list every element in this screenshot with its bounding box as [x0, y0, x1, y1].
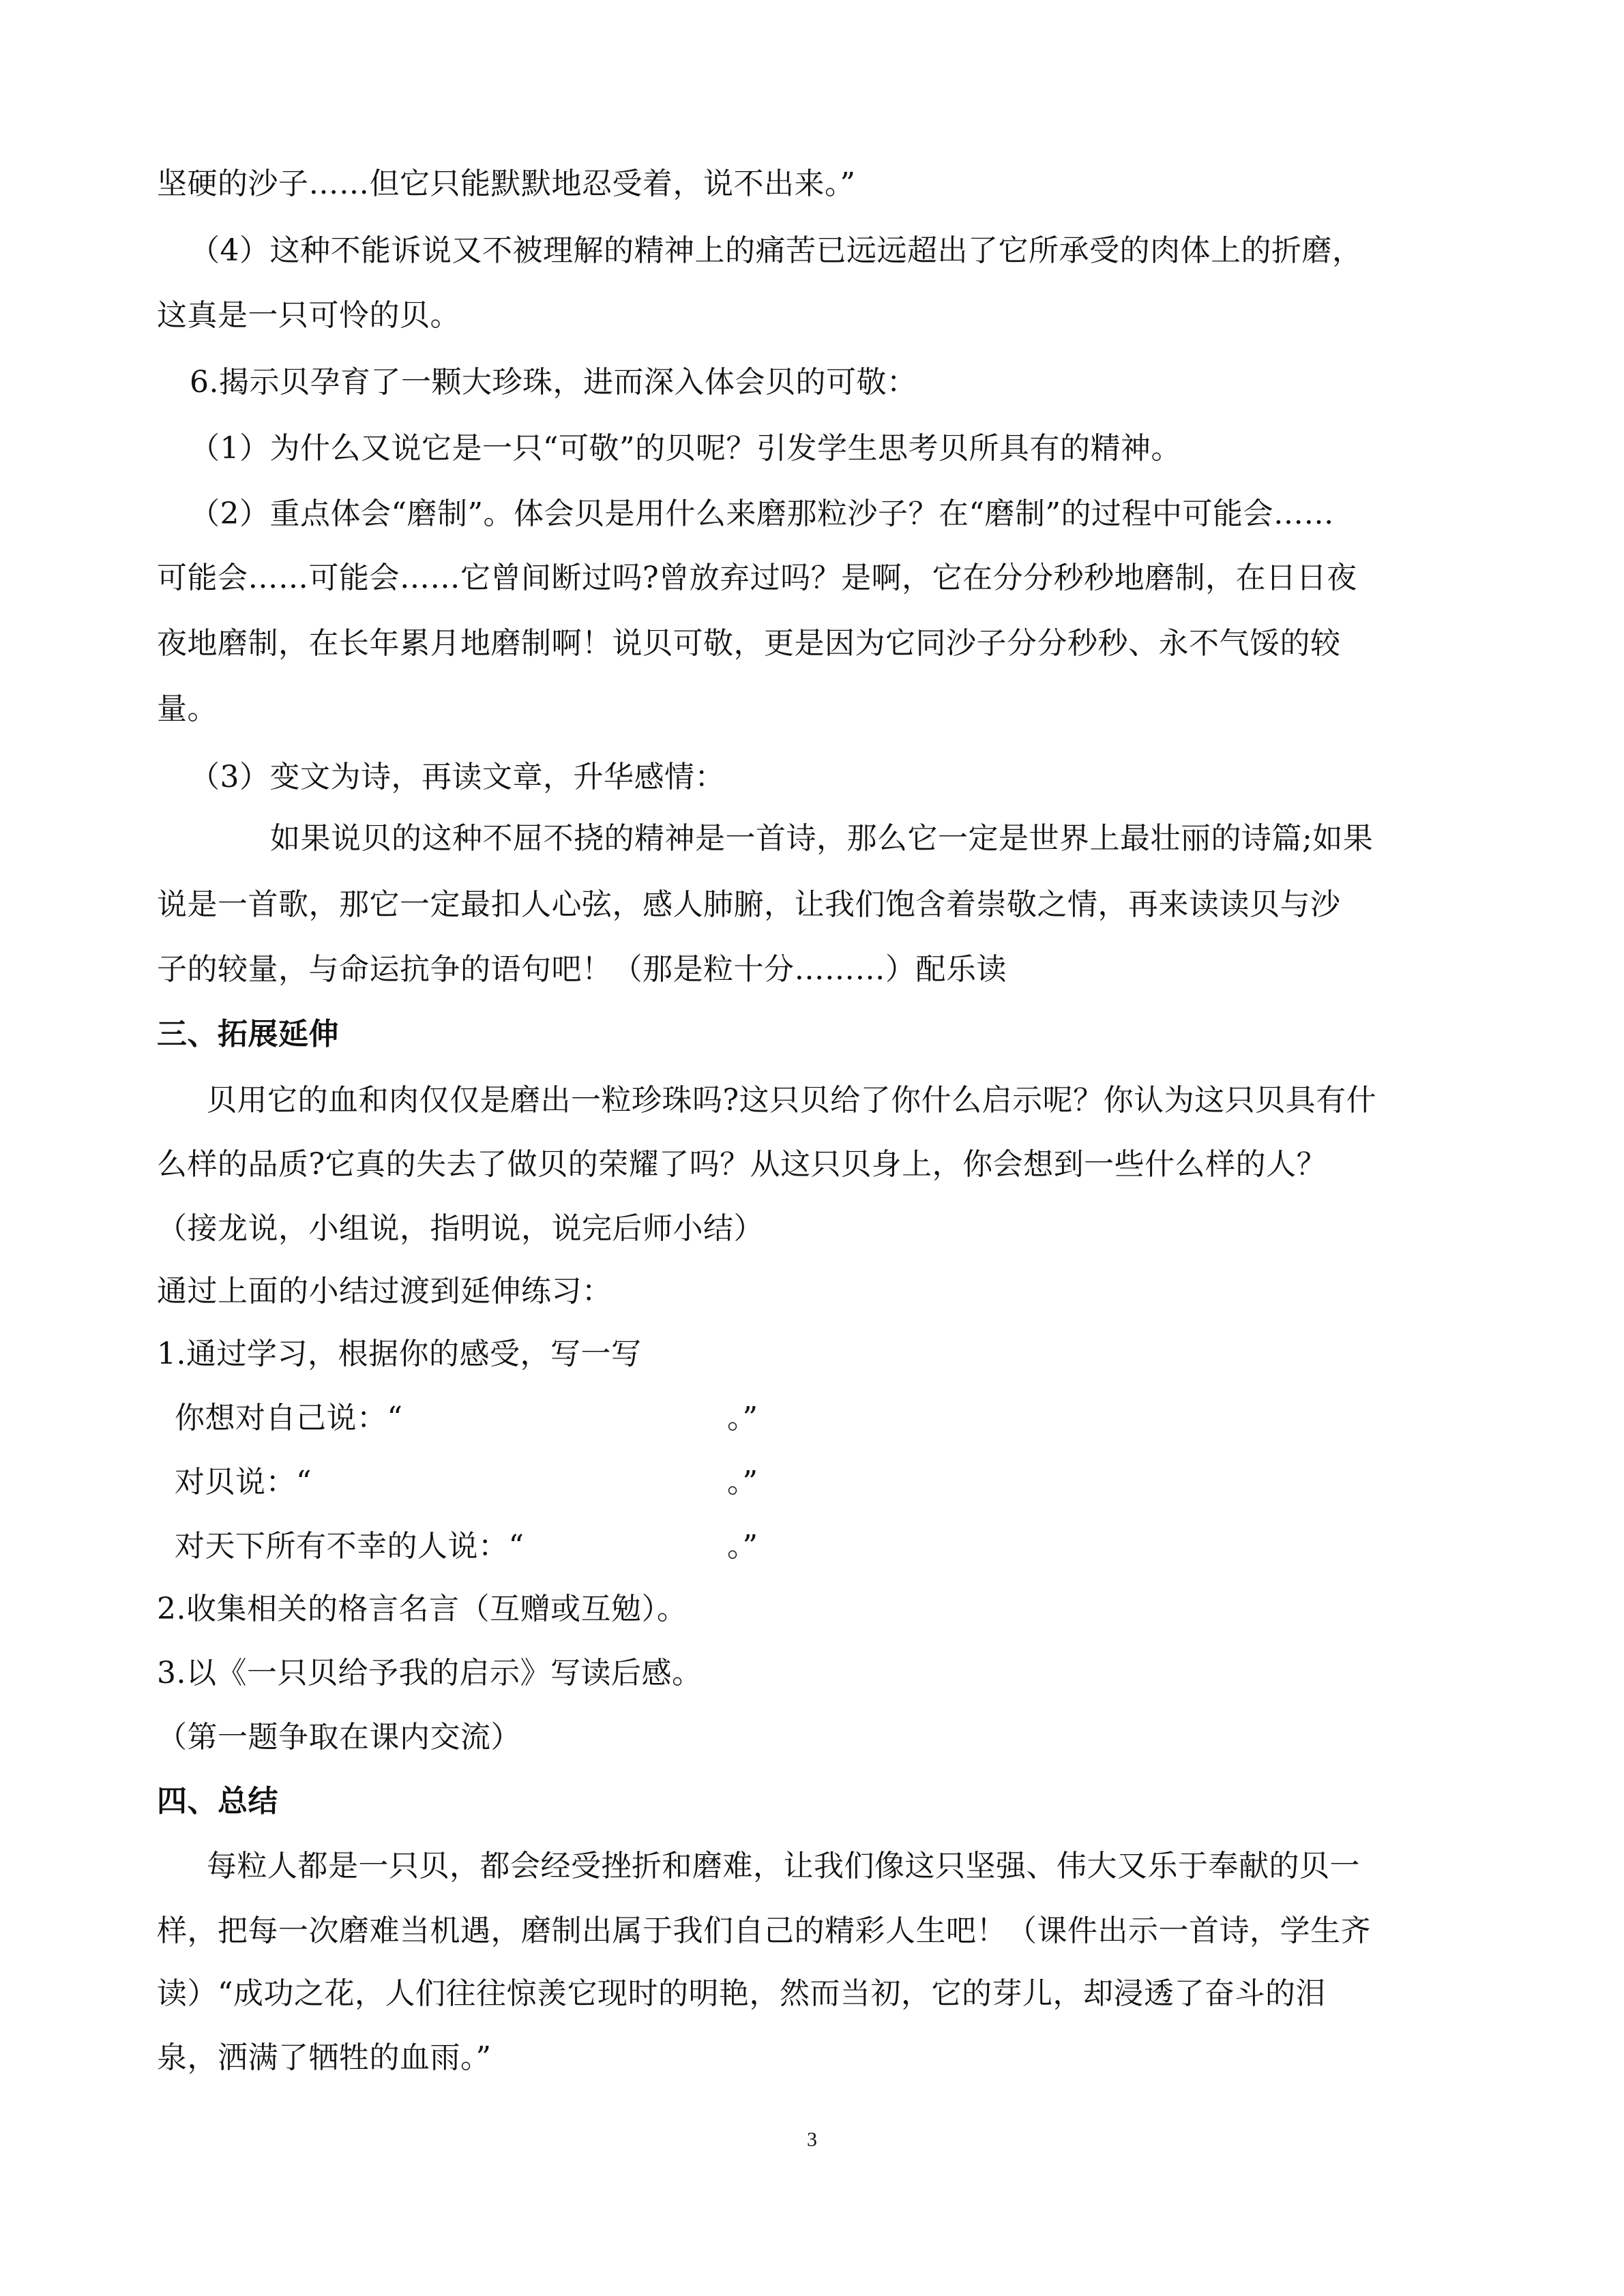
paragraph-line: 读）“成功之花，人们往往惊羡它现时的明艳，然而当初，它的芽儿，却浸透了奋斗的泪 — [157, 1976, 1326, 2011]
fill-blank-self — [175, 1398, 1491, 1439]
fill-blank-unfortunate — [175, 1526, 1491, 1567]
page-number: 3 — [807, 2128, 817, 2151]
paragraph-line: 泉，洒满了牺牲的血雨。” — [157, 2040, 492, 2075]
paragraph-line: （3）变文为诗，再读文章，升华感情： — [190, 760, 725, 794]
blank-close: 。” — [727, 1401, 758, 1435]
section-item: 6.揭示贝孕育了一颗大珍珠，进而深入体会贝的可敬： — [190, 365, 917, 400]
poem-line: 如果说贝的这种不屈不挠的精神是一首诗，那么它一定是世界上最壮丽的诗篇;如果 — [270, 821, 1374, 856]
poem-line: 说是一首歌，那它一定最扣人心弦，感人肺腑，让我们饱含着崇敬之情，再来读读贝与沙 — [157, 887, 1341, 922]
paragraph-line: 夜地磨制，在长年累月地磨制啊！说贝可敬，更是因为它同沙子分分秒秒、永不气馁的较 — [157, 626, 1341, 661]
fill-blank-shell — [175, 1462, 1491, 1503]
exercise-item: 3.以《一只贝给予我的启示》写读后感。 — [157, 1656, 703, 1690]
section-heading-summary: 四、总结 — [157, 1784, 278, 1819]
section-heading-extension: 三、拓展延伸 — [157, 1017, 339, 1052]
paragraph-line: 这真是一只可怜的贝。 — [157, 298, 460, 333]
paragraph-line: 量。 — [157, 691, 218, 726]
exercise-item: 1.通过学习，根据你的感受，写一写 — [157, 1337, 642, 1371]
blank-close: 。” — [727, 1465, 758, 1500]
paragraph-line: 贝用它的血和肉仅仅是磨出一粒珍珠吗?这只贝给了你什么启示呢？你认为这只贝具有什 — [207, 1083, 1377, 1118]
blank-close: 。” — [727, 1529, 758, 1564]
paragraph-line: （4）这种不能诉说又不被理解的精神上的痛苦已远远超出了它所承受的肉体上的折磨， — [190, 233, 1363, 268]
paragraph-line: （1）为什么又说它是一只“可敬”的贝呢？引发学生思考贝所具有的精神。 — [190, 431, 1181, 466]
poem-line: 子的较量，与命运抗争的语句吧！（那是粒十分………）配乐读 — [157, 952, 1007, 987]
paragraph-line: 可能会……可能会……它曾间断过吗?曾放弃过吗？是啊，它在分分秒秒地磨制，在日日夜 — [157, 561, 1357, 595]
paragraph-line: （2）重点体会“磨制”。体会贝是用什么来磨那粒沙子？在“磨制”的过程中可能会…… — [190, 496, 1334, 531]
paragraph-line: 么样的品质?它真的失去了做贝的荣耀了吗？从这只贝身上，你会想到一些什么样的人？ — [157, 1147, 1327, 1182]
blank-label: 你想对自己说：“ — [175, 1401, 403, 1435]
blank-label: 对天下所有不幸的人说：“ — [175, 1529, 525, 1564]
paragraph-line: 坚硬的沙子……但它只能默默地忍受着，说不出来。” — [157, 166, 856, 201]
blank-label: 对贝说：“ — [175, 1465, 312, 1500]
paragraph-line: 样，把每一次磨难当机遇，磨制出属于我们自己的精彩人生吧！（课件出示一首诗，学生齐 — [157, 1913, 1371, 1948]
paragraph-line: 每粒人都是一只贝，都会经受挫折和磨难，让我们像这只坚强、伟大又乐于奉献的贝一 — [207, 1849, 1360, 1883]
paragraph-line: （接龙说，小组说，指明说，说完后师小结） — [157, 1211, 764, 1246]
paragraph-line: （第一题争取在课内交流） — [157, 1720, 521, 1755]
exercise-item: 2.收集相关的格言名言（互赠或互勉）。 — [157, 1592, 688, 1626]
paragraph-line: 通过上面的小结过渡到延伸练习： — [157, 1274, 612, 1309]
